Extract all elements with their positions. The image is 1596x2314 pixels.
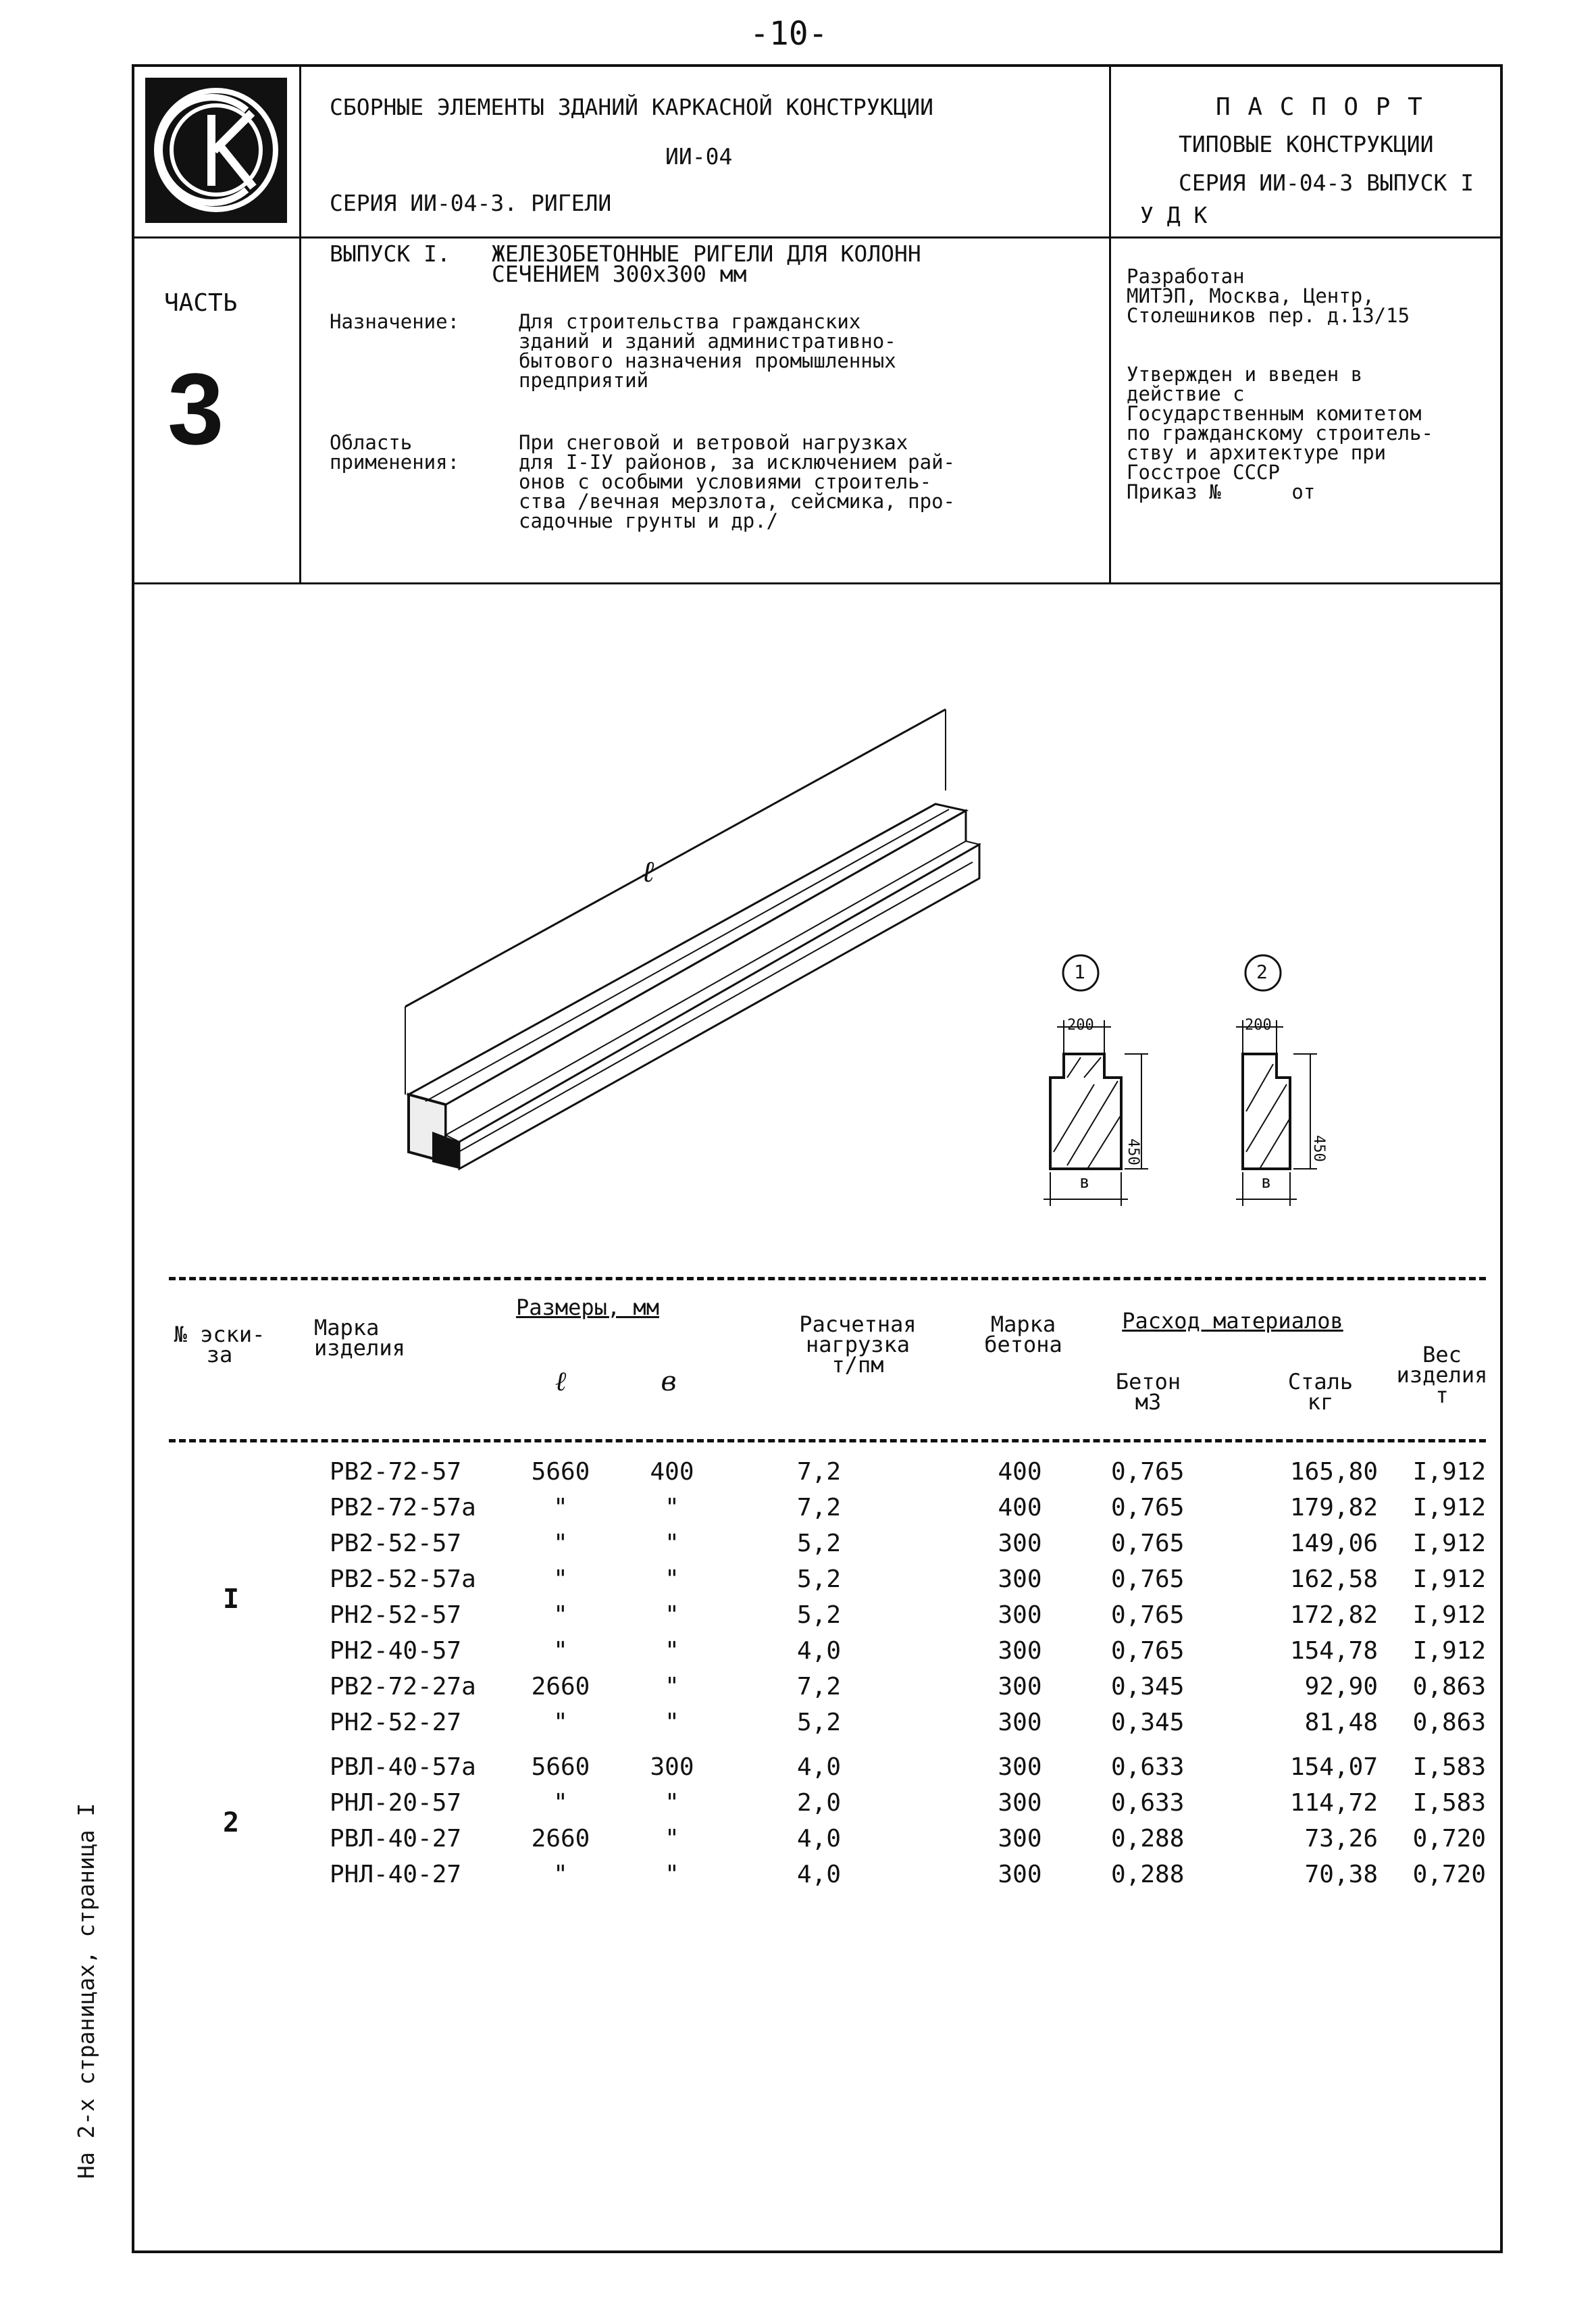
table-cell-concrete: 0,765	[1111, 1637, 1185, 1665]
table-cell-weight: I,912	[1412, 1494, 1486, 1521]
table-cell-l: "	[553, 1709, 568, 1736]
table-cell-steel: 172,82	[1289, 1601, 1378, 1629]
table-cell-steel: 70,38	[1304, 1861, 1378, 1888]
table-cell-load: 4,0	[797, 1825, 842, 1853]
header-subtitle: ИИ-04	[665, 143, 733, 170]
table-cell-concrete: 0,288	[1111, 1825, 1185, 1853]
table-cell-grade: 300	[998, 1637, 1042, 1665]
section-2-dim-height: 450	[1310, 1135, 1327, 1162]
table-cell-concrete: 0,765	[1111, 1494, 1185, 1521]
table-cell-weight: I,912	[1412, 1601, 1486, 1629]
table-cell-l: "	[553, 1530, 568, 1557]
table-cell-mark: РВ2-72-57а	[330, 1494, 476, 1521]
table-cell-concrete: 0,288	[1111, 1861, 1185, 1888]
table-cell-load: 4,0	[797, 1753, 842, 1781]
page-number: -10-	[750, 15, 828, 53]
table-cell-load: 5,2	[797, 1709, 842, 1736]
passport-line: ТИПОВЫЕ КОНСТРУКЦИИ	[1179, 131, 1434, 157]
scope-text: При снеговой и ветровой нагрузках для I-IУ районов, за исключением рай- онов с особыми условиями строитель- ства /вечная мерзлота, сейсмика, про- садочные грунты и др./	[519, 431, 956, 532]
header-weight: Вес изделия т	[1396, 1342, 1488, 1408]
sketch-number: I	[223, 1583, 240, 1615]
divider	[132, 236, 301, 238]
table-cell-mark: РВЛ-40-27	[330, 1825, 462, 1853]
side-note: На 2-х страницах, страница I	[73, 1803, 99, 2179]
table-cell-weight: 0,720	[1412, 1861, 1486, 1888]
table-cell-l: 5660	[531, 1458, 590, 1486]
table-cell-concrete: 0,765	[1111, 1565, 1185, 1593]
table-cell-l: "	[553, 1494, 568, 1521]
table-cell-mark: РН2-40-57	[330, 1637, 462, 1665]
table-cell-weight: I,583	[1412, 1789, 1486, 1817]
table-cell-load: 5,2	[797, 1601, 842, 1629]
table-cell-load: 7,2	[797, 1458, 842, 1486]
part-number: 3	[168, 352, 224, 466]
section-1-dim-top: 200	[1067, 1017, 1094, 1034]
table-cell-grade: 400	[998, 1494, 1042, 1521]
section-1-label: 1	[1074, 961, 1085, 983]
section-2-dim-width: в	[1261, 1172, 1272, 1192]
table-cell-concrete: 0,345	[1111, 1709, 1185, 1736]
table-cell-weight: I,912	[1412, 1458, 1486, 1486]
purpose-label: Назначение:	[330, 310, 460, 333]
header-series: СЕРИЯ ИИ-04-3. РИГЕЛИ	[330, 190, 612, 216]
table-cell-l: 5660	[531, 1753, 590, 1781]
table-cell-grade: 300	[998, 1530, 1042, 1557]
table-cell-steel: 162,58	[1289, 1565, 1378, 1593]
table-cell-grade: 400	[998, 1458, 1042, 1486]
header-concrete: Бетон м3	[1115, 1369, 1181, 1415]
table-cell-b: "	[665, 1637, 679, 1665]
table-cell-grade: 300	[998, 1861, 1042, 1888]
table-cell-concrete: 0,765	[1111, 1601, 1185, 1629]
purpose-text: Для строительства гражданских зданий и зданий административно- бытового назначения промышленных предприятий	[519, 310, 896, 392]
table-cell-concrete: 0,345	[1111, 1673, 1185, 1701]
table-cell-l: 2660	[531, 1673, 590, 1701]
table-cell-grade: 300	[998, 1709, 1042, 1736]
table-cell-mark: РВ2-72-27а	[330, 1673, 476, 1701]
header-load: Расчетная нагрузка т/пм	[799, 1311, 917, 1378]
beam-isometric-drawing	[385, 689, 993, 1176]
table-cell-steel: 154,07	[1289, 1753, 1378, 1781]
header-steel: Сталь кг	[1287, 1369, 1354, 1415]
table-cell-b: 400	[650, 1458, 694, 1486]
table-cell-load: 2,0	[797, 1789, 842, 1817]
table-cell-mark: РВ2-72-57	[330, 1458, 462, 1486]
table-cell-load: 4,0	[797, 1637, 842, 1665]
header-length: ℓ	[555, 1366, 567, 1397]
table-cell-b: "	[665, 1825, 679, 1853]
section-2-drawing	[1209, 949, 1351, 1206]
table-cell-b: "	[665, 1601, 679, 1629]
section-1-dim-height: 450	[1125, 1138, 1141, 1165]
table-cell-steel: 179,82	[1289, 1494, 1378, 1521]
passport-developed: Разработан МИТЭП, Москва, Центр, Столешников пер. д.13/15	[1127, 265, 1410, 327]
header-title: СБОРНЫЕ ЭЛЕМЕНТЫ ЗДАНИЙ КАРКАСНОЙ КОНСТРУКЦИИ	[330, 94, 934, 120]
table-cell-weight: I,912	[1412, 1565, 1486, 1593]
table-cell-concrete: 0,765	[1111, 1530, 1185, 1557]
section-1-dim-width: в	[1079, 1172, 1090, 1192]
table-cell-load: 4,0	[797, 1861, 842, 1888]
table-cell-b: 300	[650, 1753, 694, 1781]
table-cell-grade: 300	[998, 1601, 1042, 1629]
table-cell-steel: 154,78	[1289, 1637, 1378, 1665]
header-mark: Марка изделия	[314, 1315, 405, 1361]
table-cell-load: 5,2	[797, 1530, 842, 1557]
table-cell-weight: 0,863	[1412, 1673, 1486, 1701]
table-cell-weight: I,912	[1412, 1530, 1486, 1557]
header-concrete-grade: Марка бетона	[984, 1311, 1062, 1357]
issue-text-2: СЕЧЕНИЕМ 300х300 мм	[492, 261, 747, 287]
table-top-rule	[169, 1277, 1486, 1280]
table-cell-mark: РВЛ-40-57а	[330, 1753, 476, 1781]
table-cell-b: "	[665, 1861, 679, 1888]
table-cell-steel: 92,90	[1304, 1673, 1378, 1701]
table-cell-steel: 149,06	[1289, 1530, 1378, 1557]
section-1-drawing	[1027, 949, 1168, 1206]
header-sketch-no: № эски- за	[174, 1322, 265, 1367]
header-materials: Расход материалов	[1122, 1308, 1343, 1334]
table-cell-mark: РВ2-52-57а	[330, 1565, 476, 1593]
series-logo-icon	[145, 78, 287, 223]
scope-label: Область применения:	[330, 431, 460, 474]
section-2-label: 2	[1256, 961, 1268, 983]
table-cell-concrete: 0,633	[1111, 1753, 1185, 1781]
table-cell-b: "	[665, 1565, 679, 1593]
table-cell-load: 7,2	[797, 1494, 842, 1521]
divider	[1109, 236, 1503, 238]
issue-text-1: ЖЕЛЕЗОБЕТОННЫЕ РИГЕЛИ ДЛЯ КОЛОНН	[492, 241, 921, 267]
passport-udk: У Д К	[1140, 202, 1208, 228]
table-cell-b: "	[665, 1530, 679, 1557]
passport-line: СЕРИЯ ИИ-04-3 ВЫПУСК I	[1179, 170, 1474, 196]
table-cell-concrete: 0,633	[1111, 1789, 1185, 1817]
table-cell-mark: РНЛ-20-57	[330, 1789, 462, 1817]
divider	[1109, 64, 1111, 584]
table-cell-grade: 300	[998, 1825, 1042, 1853]
table-cell-steel: 81,48	[1304, 1709, 1378, 1736]
part-label: ЧАСТЬ	[164, 289, 238, 317]
table-cell-l: "	[553, 1637, 568, 1665]
table-cell-l: "	[553, 1565, 568, 1593]
table-cell-load: 5,2	[797, 1565, 842, 1593]
table-cell-weight: I,912	[1412, 1637, 1486, 1665]
table-cell-steel: 165,80	[1289, 1458, 1378, 1486]
table-cell-b: "	[665, 1789, 679, 1817]
length-label: ℓ	[642, 855, 654, 889]
table-cell-l: 2660	[531, 1825, 590, 1853]
table-cell-mark: РН2-52-27	[330, 1709, 462, 1736]
table-cell-l: "	[553, 1861, 568, 1888]
table-cell-mark: РВ2-52-57	[330, 1530, 462, 1557]
table-cell-steel: 114,72	[1289, 1789, 1378, 1817]
table-cell-b: "	[665, 1494, 679, 1521]
table-cell-b: "	[665, 1673, 679, 1701]
sketch-number: 2	[223, 1807, 240, 1838]
passport-title: П А С П О Р Т	[1216, 93, 1424, 121]
table-cell-mark: РН2-52-57	[330, 1601, 462, 1629]
table-cell-grade: 300	[998, 1789, 1042, 1817]
passport-approved: Утвержден и введен в действие с Государственным комитетом по гражданскому строитель- ству и архитектуре при Госстрое СССР Приказ № от	[1127, 363, 1433, 503]
section-2-dim-top: 200	[1245, 1017, 1272, 1034]
issue-label: ВЫПУСК I.	[330, 241, 451, 267]
header-width: в	[661, 1366, 677, 1397]
table-cell-grade: 300	[998, 1565, 1042, 1593]
table-cell-concrete: 0,765	[1111, 1458, 1185, 1486]
table-cell-grade: 300	[998, 1753, 1042, 1781]
table-cell-mark: РНЛ-40-27	[330, 1861, 462, 1888]
header-dimensions: Размеры, мм	[516, 1294, 659, 1320]
table-cell-weight: 0,863	[1412, 1709, 1486, 1736]
table-cell-load: 7,2	[797, 1673, 842, 1701]
divider	[299, 236, 1110, 238]
table-cell-weight: I,583	[1412, 1753, 1486, 1781]
table-header-rule	[169, 1439, 1486, 1442]
table-cell-l: "	[553, 1601, 568, 1629]
divider	[299, 64, 301, 584]
table-cell-l: "	[553, 1789, 568, 1817]
table-cell-steel: 73,26	[1304, 1825, 1378, 1853]
table-cell-b: "	[665, 1709, 679, 1736]
table-cell-grade: 300	[998, 1673, 1042, 1701]
table-cell-weight: 0,720	[1412, 1825, 1486, 1853]
divider	[132, 582, 1503, 584]
